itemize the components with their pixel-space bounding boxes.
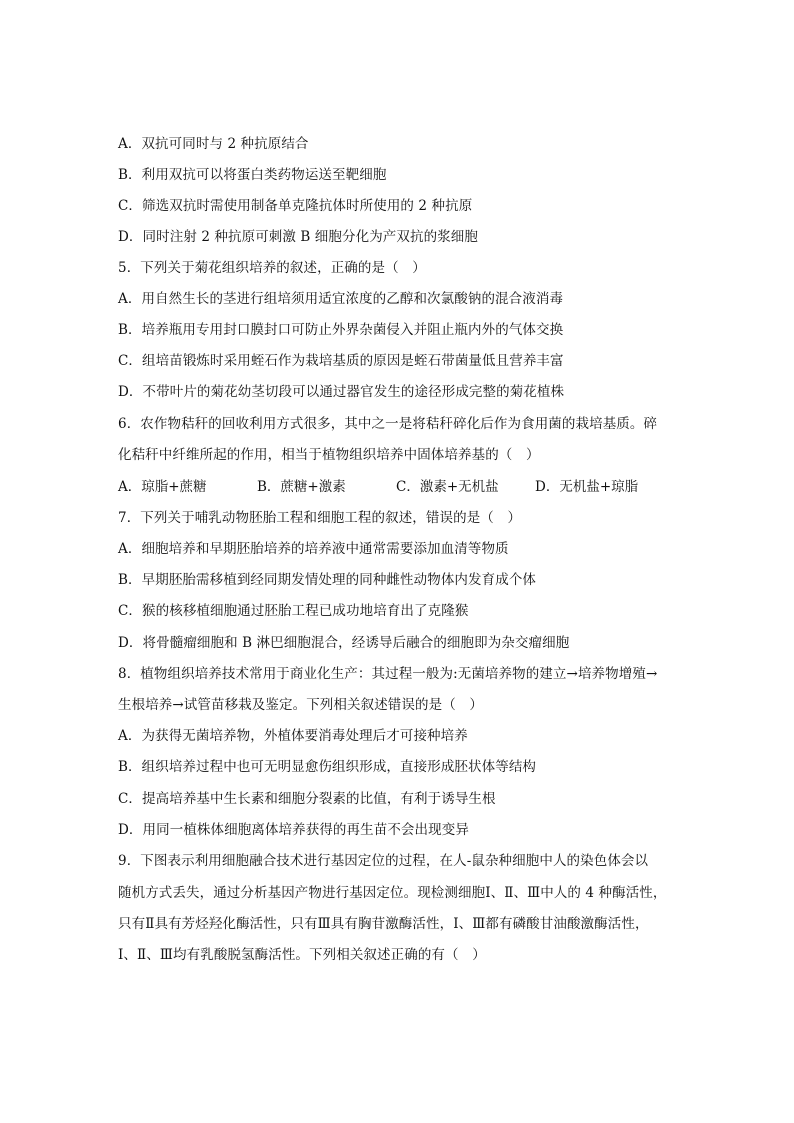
q8-stem-line-2: 生根培养→试管苗移栽及鉴定。下列相关叙述错误的是（ ）	[118, 697, 484, 713]
q6-option-c: C．激素+无机盐	[396, 479, 499, 495]
q4-option-a: A．双抗可同时与 2 种抗原结合	[118, 136, 309, 152]
q9-stem-line-3: 只有Ⅱ具有芳烃羟化酶活性，只有Ⅲ具有胸苷激酶活性，Ⅰ、Ⅲ都有磷酸甘油酸激酶活性，	[118, 916, 649, 932]
q8-option-d: D．用同一植株体细胞离体培养获得的再生苗不会出现变异	[118, 822, 469, 838]
q6-stem-line-2: 化秸秆中纤维所起的作用，相当于植物组织培养中固体培养基的（ ）	[118, 447, 540, 463]
q6-option-d: D．无机盐+琼脂	[535, 479, 639, 495]
q8-stem-line-1: 8．植物组织培养技术常用于商业化生产：其过程一般为:无菌培养物的建立→培养物增殖→	[118, 666, 658, 682]
q7-option-a: A．细胞培养和早期胚胎培养的培养液中通常需要添加血清等物质	[118, 541, 509, 557]
q7-option-b: B．早期胚胎需移植到经同期发情处理的同种雌性动物体内发育成个体	[118, 572, 537, 588]
q6-stem-line-1: 6．农作物秸秆的回收利用方式很多，其中之一是将秸秆碎化后作为食用菌的栽培基质。碎	[118, 416, 658, 432]
q9-stem-line-2: 随机方式丢失，通过分析基因产物进行基因定位。现检测细胞Ⅰ、Ⅱ、Ⅲ中人的 4 种酶活性，	[118, 885, 667, 901]
q6-option-a: A．琼脂+蔗糖	[118, 479, 207, 495]
q7-option-d: D．将骨髓瘤细胞和 B 淋巴细胞混合，经诱导后融合的细胞即为杂交瘤细胞	[118, 635, 570, 651]
q5-option-d: D．不带叶片的菊花幼茎切段可以通过器官发生的途径形成完整的菊花植株	[118, 384, 565, 400]
q5-option-c: C．组培苗锻炼时采用蛭石作为栽培基质的原因是蛭石带菌量低且营养丰富	[118, 353, 564, 369]
q4-option-d: D．同时注射 2 种抗原可刺激 B 细胞分化为产双抗的浆细胞	[118, 229, 478, 245]
q4-option-b: B．利用双抗可以将蛋白类药物运送至靶细胞	[118, 167, 387, 183]
q7-option-c: C．猴的核移植细胞通过胚胎工程已成功地培育出了克隆猴	[118, 603, 469, 619]
q6-option-b: B．蔗糖+激素	[257, 479, 346, 495]
q8-option-a: A．为获得无菌培养物，外植体要消毒处理后才可接种培养	[118, 728, 468, 744]
q5-option-b: B．培养瓶用专用封口膜封口可防止外界杂菌侵入并阻止瓶内外的气体交换	[118, 322, 564, 338]
q4-option-c: C．筛选双抗时需使用制备单克隆抗体时所使用的 2 种抗原	[118, 198, 473, 214]
q8-option-c: C．提高培养基中生长素和细胞分裂素的比值，有利于诱导生根	[118, 791, 496, 807]
q7-stem: 7．下列关于哺乳动物胚胎工程和细胞工程的叙述，错误的是（ ）	[118, 510, 522, 526]
q8-option-b: B．组织培养过程中也可无明显愈伤组织形成，直接形成胚状体等结构	[118, 759, 537, 775]
q9-stem-line-4: Ⅰ、Ⅱ、Ⅲ均有乳酸脱氢酶活性。下列相关叙述正确的有（ ）	[118, 947, 486, 963]
q5-stem: 5．下列关于菊花组织培养的叙述，正确的是（ ）	[118, 260, 426, 276]
q5-option-a: A．用自然生长的茎进行组培须用适宜浓度的乙醇和次氯酸钠的混合液消毒	[118, 291, 564, 307]
q9-stem-line-1: 9．下图表示利用细胞融合技术进行基因定位的过程，在人-鼠杂种细胞中人的染色体会以	[118, 853, 649, 869]
